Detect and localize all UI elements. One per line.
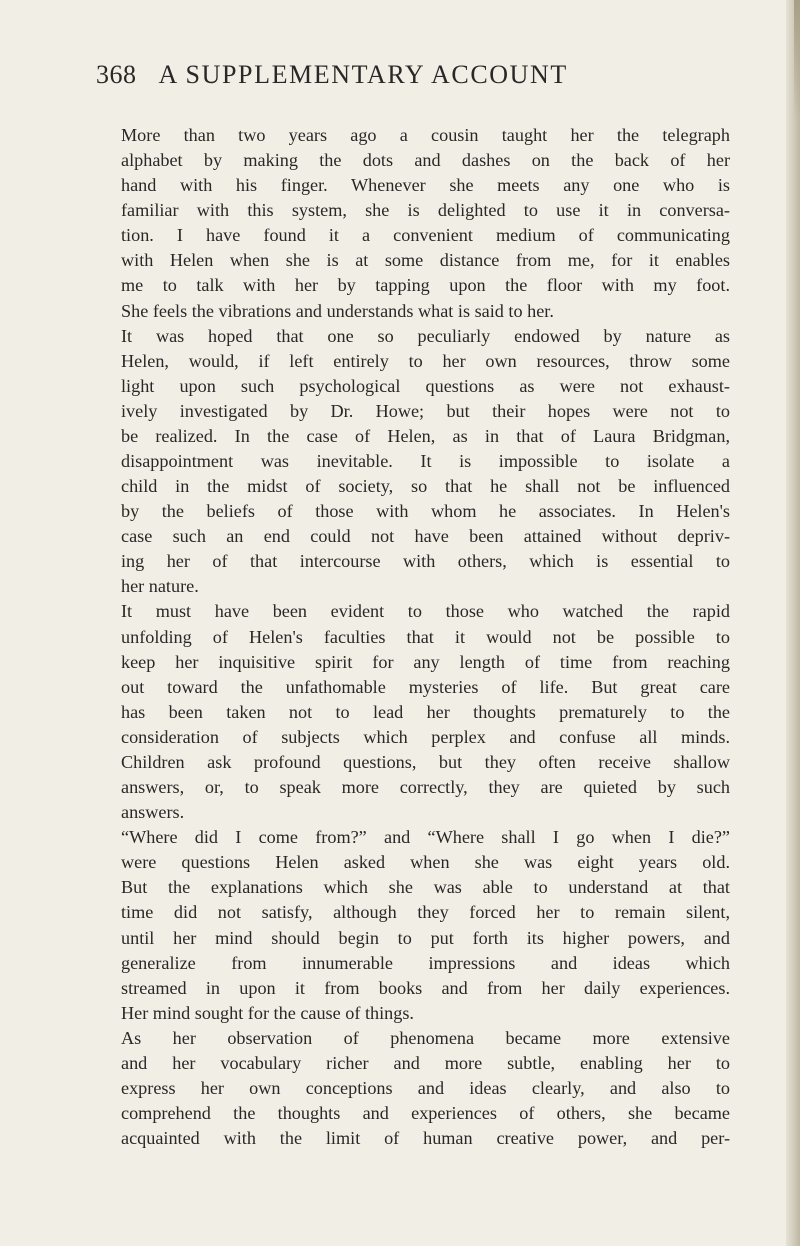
text-line: disappointment was inevitable. It is impossible to isolate a <box>121 451 730 472</box>
text-line: express her own conceptions and ideas clearly, and also to <box>121 1077 730 1098</box>
text-line: streamed in upon it from books and from her daily experiences. <box>121 977 730 998</box>
text-line: tion. I have found it a convenient medium of communicating <box>121 225 730 246</box>
text-line: hand with his finger. Whenever she meets any one who is <box>121 175 730 196</box>
text-line: ing her of that intercourse with others, which is essential to <box>121 551 730 572</box>
text-line: It must have been evident to those who watched the rapid <box>121 601 730 622</box>
text-line: Children ask profound questions, but they often receive shallow <box>121 751 730 772</box>
text-line: acquainted with the limit of human creative power, and per- <box>121 1128 730 1149</box>
text-line: familiar with this system, she is delighted to use it in conversa- <box>121 200 730 221</box>
text-line: generalize from innumerable impressions and ideas which <box>121 952 730 973</box>
text-line: answers. <box>121 802 185 823</box>
page-edge <box>786 0 800 1246</box>
text-line: ively investigated by Dr. Howe; but their hopes were not to <box>121 400 730 421</box>
text-line: Her mind sought for the cause of things. <box>121 1002 414 1023</box>
text-line: As her observation of phenomena became more extensive <box>121 1027 730 1048</box>
text-line: case such an end could not have been attained without depriv- <box>121 526 730 547</box>
text-line: “Where did I come from?” and “Where shall I go when I die?” <box>121 827 730 848</box>
text-line: It was hoped that one so peculiarly endowed by nature as <box>121 325 730 346</box>
text-line: unfolding of Helen's faculties that it would not be possible to <box>121 626 730 647</box>
text-line: But the explanations which she was able to understand at that <box>121 877 730 898</box>
page-header <box>96 60 716 102</box>
running-head: A SUPPLEMENTARY ACCOUNT <box>158 60 568 89</box>
text-line: She feels the vibrations and understands what is said to her. <box>121 300 554 321</box>
body-text <box>121 123 730 1151</box>
text-line: consideration of subjects which perplex and confuse all minds. <box>121 726 730 747</box>
text-line: until her mind should begin to put forth its higher powers, and <box>121 927 730 948</box>
text-line: keep her inquisitive spirit for any length of time from reaching <box>121 651 730 672</box>
text-line: her nature. <box>121 576 199 597</box>
text-line: has been taken not to lead her thoughts prematurely to the <box>121 701 730 722</box>
text-line: light upon such psychological questions as were not exhaust- <box>121 375 730 396</box>
text-line: be realized. In the case of Helen, as in that of Laura Bridgman, <box>121 425 730 446</box>
text-line: answers, or, to speak more correctly, they are quieted by such <box>121 777 730 798</box>
text-line: alphabet by making the dots and dashes on the back of her <box>121 150 730 171</box>
text-line: by the beliefs of those with whom he associates. In Helen's <box>121 501 730 522</box>
text-line: with Helen when she is at some distance from me, for it enables <box>121 250 730 271</box>
text-line: me to talk with her by tapping upon the floor with my foot. <box>121 275 730 296</box>
page-number: 368 <box>96 60 137 89</box>
text-line: child in the midst of society, so that he shall not be influenced <box>121 476 730 497</box>
text-line: Helen, would, if left entirely to her own resources, throw some <box>121 350 730 371</box>
text-line: comprehend the thoughts and experiences of others, she became <box>121 1103 730 1124</box>
text-line: out toward the unfathomable mysteries of life. But great care <box>121 676 730 697</box>
text-line: were questions Helen asked when she was eight years old. <box>121 852 730 873</box>
text-line: time did not satisfy, although they forced her to remain silent, <box>121 902 730 923</box>
text-line: More than two years ago a cousin taught her the telegraph <box>121 125 730 145</box>
text-line: and her vocabulary richer and more subtle, enabling her to <box>121 1052 730 1073</box>
